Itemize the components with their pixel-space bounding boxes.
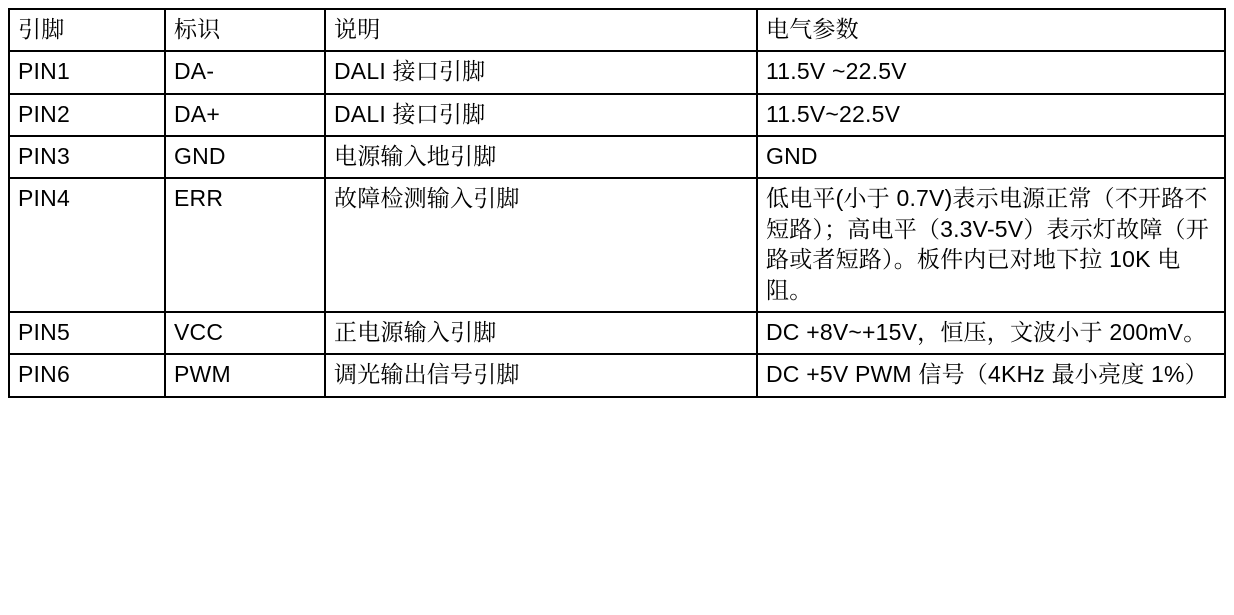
table-row <box>9 94 1225 136</box>
cell-mark-text: ERR <box>174 185 224 212</box>
cell-desc <box>325 178 757 311</box>
column-header-desc-label: 说明 <box>334 16 381 42</box>
cell-desc <box>325 136 757 178</box>
cell-mark <box>165 178 325 311</box>
cell-mark <box>165 51 325 93</box>
cell-elec-text: 11.5V~22.5V <box>766 100 901 127</box>
cell-desc-text: 正电源输入引脚 <box>334 318 497 345</box>
cell-mark-text: PWM <box>174 361 231 388</box>
column-header-elec <box>757 9 1225 51</box>
column-header-desc <box>325 9 757 51</box>
cell-pin <box>9 312 165 354</box>
table-row <box>9 136 1225 178</box>
cell-elec-text: DC +5V PWM 信号（4KHz 最小亮度 1%） <box>766 361 1208 388</box>
cell-desc <box>325 94 757 136</box>
table-row <box>9 51 1225 93</box>
cell-desc-text: DALI 接口引脚 <box>334 100 486 127</box>
cell-mark <box>165 94 325 136</box>
cell-desc-text: 电源输入地引脚 <box>334 143 497 170</box>
cell-mark <box>165 312 325 354</box>
cell-elec-text: 11.5V ~22.5V <box>766 58 907 85</box>
column-header-pin <box>9 9 165 51</box>
table-header-row <box>9 9 1225 51</box>
cell-desc-text: 调光输出信号引脚 <box>334 361 520 388</box>
cell-elec-text: GND <box>766 143 818 170</box>
cell-mark <box>165 354 325 396</box>
cell-mark-text: VCC <box>174 318 224 345</box>
cell-mark-text: GND <box>174 143 226 170</box>
cell-mark-text: DA- <box>174 58 215 85</box>
column-header-mark <box>165 9 325 51</box>
cell-elec <box>757 178 1225 311</box>
cell-pin <box>9 136 165 178</box>
cell-pin-text: PIN2 <box>18 100 70 127</box>
cell-pin <box>9 178 165 311</box>
column-header-mark-label: 标识 <box>174 16 221 42</box>
cell-pin <box>9 51 165 93</box>
cell-elec <box>757 312 1225 354</box>
cell-desc <box>325 354 757 396</box>
cell-desc-text: 故障检测输入引脚 <box>334 185 520 212</box>
cell-pin-text: PIN1 <box>18 58 70 85</box>
cell-elec-text: 低电平(小于 0.7V)表示电源正常（不开路不短路）；高电平（3.3V-5V）表示灯故障（开路或者短路）。板件内已对地下拉 10K 电阻。 <box>766 185 1209 303</box>
cell-pin-text: PIN6 <box>18 361 70 388</box>
table-row <box>9 312 1225 354</box>
cell-elec <box>757 136 1225 178</box>
cell-desc <box>325 51 757 93</box>
cell-pin <box>9 354 165 396</box>
column-header-elec-label: 电气参数 <box>766 16 859 42</box>
cell-pin-text: PIN3 <box>18 143 70 170</box>
cell-pin <box>9 94 165 136</box>
table-row <box>9 354 1225 396</box>
cell-elec-text: DC +8V~+15V，恒压，文波小于 200mV。 <box>766 318 1207 345</box>
pin-definition-table <box>8 8 1226 398</box>
cell-mark-text: DA+ <box>174 100 220 127</box>
cell-elec <box>757 94 1225 136</box>
column-header-pin-label: 引脚 <box>18 16 65 42</box>
cell-desc-text: DALI 接口引脚 <box>334 58 486 85</box>
cell-desc <box>325 312 757 354</box>
cell-elec <box>757 51 1225 93</box>
cell-elec <box>757 354 1225 396</box>
cell-mark <box>165 136 325 178</box>
cell-pin-text: PIN4 <box>18 185 70 212</box>
cell-pin-text: PIN5 <box>18 318 70 345</box>
table-row <box>9 178 1225 311</box>
